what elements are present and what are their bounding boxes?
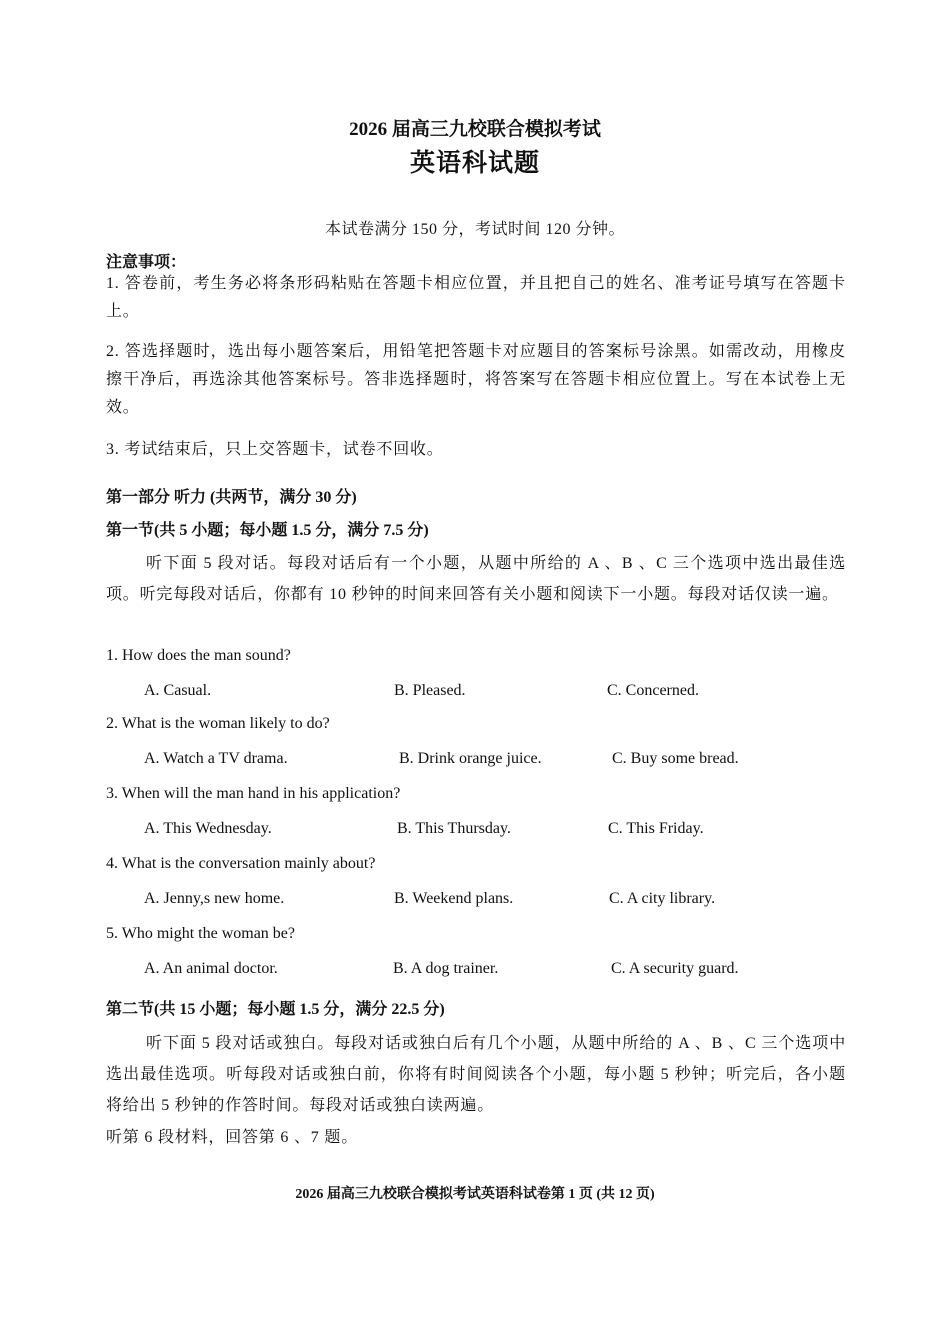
- question-stem: 1. How does the man sound?: [106, 647, 291, 664]
- section2-heading: 第二节(共 15 小题；每小题 1.5 分，满分 22.5 分): [106, 1001, 445, 1018]
- section1-heading: 第一节(共 5 小题；每小题 1.5 分，满分 7.5 分): [106, 522, 429, 539]
- option-b: B. Pleased.: [394, 682, 466, 699]
- option-c: C. This Friday.: [608, 820, 704, 837]
- option-a: A. An animal doctor.: [144, 960, 278, 977]
- question-stem: 3. When will the man hand in his application?: [106, 785, 401, 802]
- option-a: A. Jenny,s new home.: [144, 890, 285, 907]
- question-stem: 5. Who might the woman be?: [106, 925, 295, 942]
- question-stem: 4. What is the conversation mainly about?: [106, 855, 376, 872]
- page-footer: 2026 届高三九校联合模拟考试英语科试卷第 1 页 (共 12 页): [295, 1187, 655, 1202]
- part1-heading: 第一部分 听力 (共两节，满分 30 分): [106, 489, 357, 506]
- option-b: B. Weekend plans.: [394, 890, 514, 907]
- option-c: C. Buy some bread.: [612, 750, 739, 767]
- option-c: C. A security guard.: [611, 960, 739, 977]
- option-b: B. This Thursday.: [397, 820, 511, 837]
- question-stem: 2. What is the woman likely to do?: [106, 715, 330, 732]
- option-a: A. Watch a TV drama.: [144, 750, 288, 767]
- subject-title: 英语科试题: [409, 150, 540, 177]
- option-a: A. Casual.: [144, 682, 212, 699]
- notice-item: 1. 答卷前，考生务必将条形码粘贴在答题卡相应位置，并且把自己的姓名、准考证号填写在答题卡上。: [106, 275, 846, 320]
- notice-item: 2. 答选择题时，选出每小题答案后，用铅笔把答题卡对应题目的答案标号涂黑。如需改动，用橡皮擦干净后，再选涂其他答案标号。答非选择题时，将答案写在答题卡相应位置上。写在本试卷上无效。: [106, 343, 846, 416]
- section2-instruction: 听下面 5 段对话或独白。每段对话或独白后有几个小题，从题中所给的 A 、B 、C 三个选项中选出最佳选项。听每段对话或独白前，你将有时间阅读各个小题，每小题 5 秒钟；听完后，各小题将给出 5 秒钟的作答时间。每段对话或独白读两遍。: [106, 1035, 846, 1114]
- option-c: C. A city library.: [609, 890, 716, 907]
- section1-instruction: 听下面 5 段对话。每段对话后有一个小题，从题中所给的 A 、B 、C 三个选项中选出最佳选项。听完每段对话后，你都有 10 秒钟的时间来回答有关小题和阅读下一小题。每段对话仅读一遍。: [106, 555, 846, 603]
- option-a: A. This Wednesday.: [144, 820, 272, 837]
- option-b: B. A dog trainer.: [393, 960, 499, 977]
- notice-heading: 注意事项：: [106, 254, 187, 271]
- material-note: 听第 6 段材料，回答第 6 、7 题。: [106, 1129, 359, 1146]
- exam-info: 本试卷满分 150 分，考试时间 120 分钟。: [324, 221, 625, 238]
- notice-item: 3. 考试结束后，只上交答题卡，试卷不回收。: [106, 441, 444, 458]
- option-b: B. Drink orange juice.: [399, 750, 542, 767]
- exam-title: 2026 届高三九校联合模拟考试: [349, 119, 601, 140]
- option-c: C. Concerned.: [607, 682, 699, 699]
